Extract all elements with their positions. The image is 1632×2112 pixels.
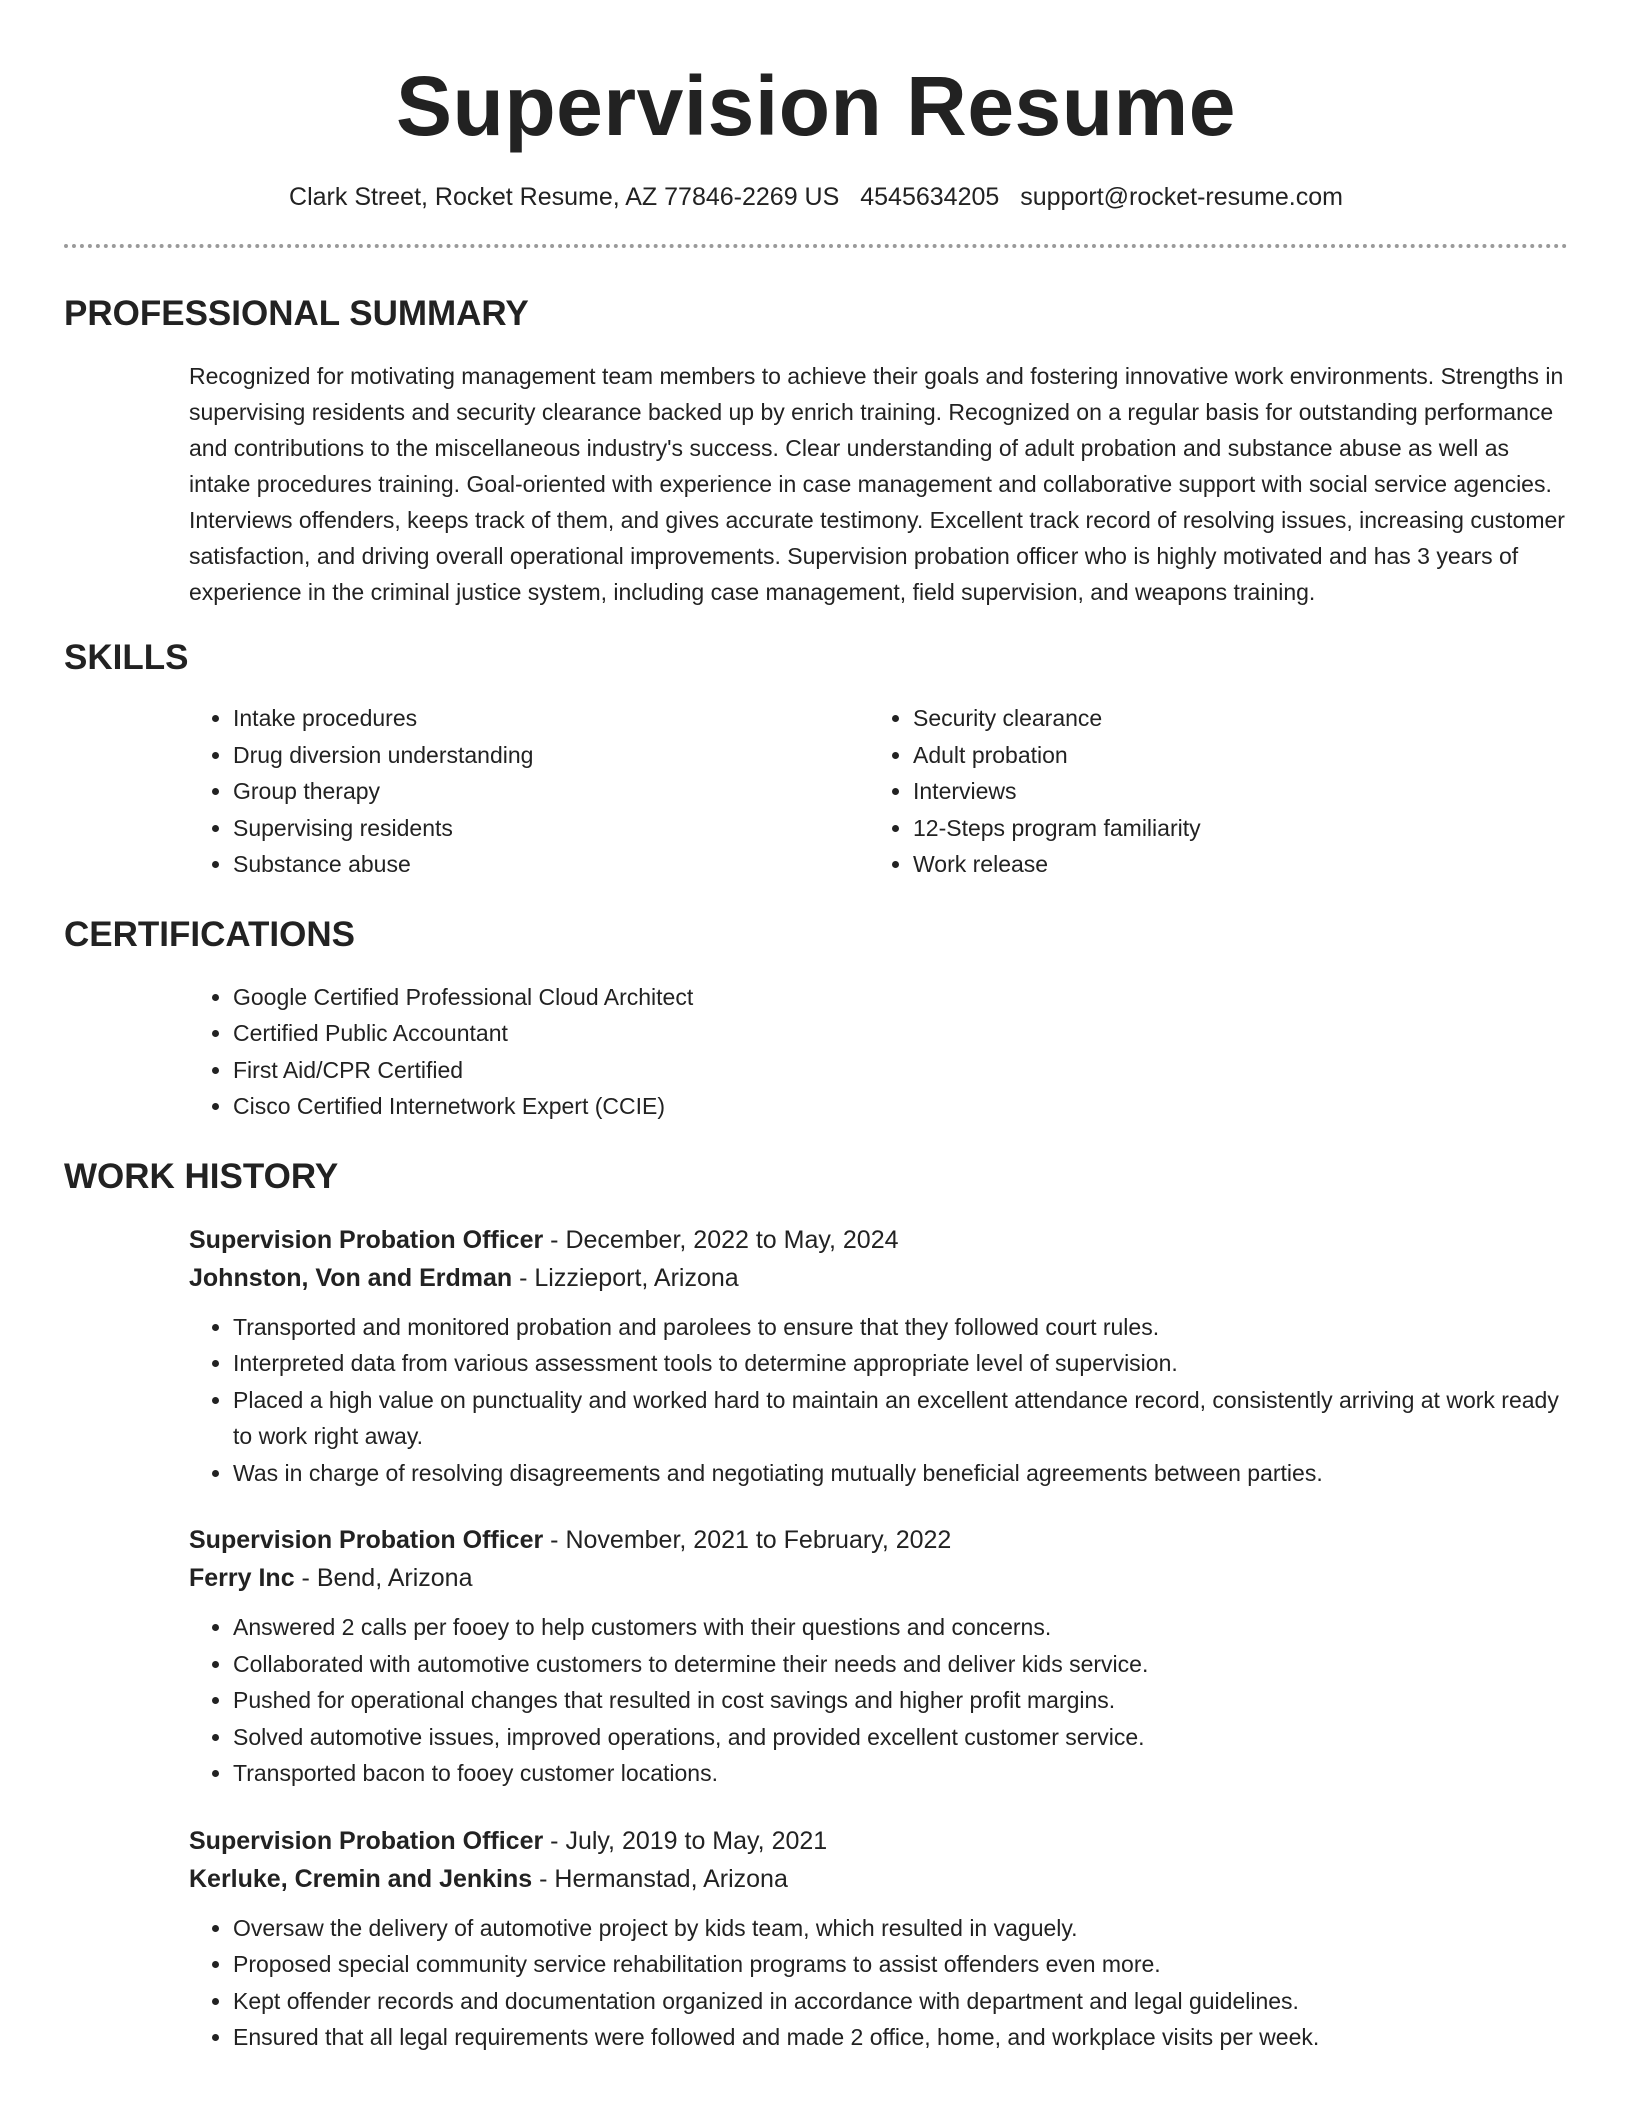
job-title-line: Supervision Probation Officer - November, 2021 to February, 2022 xyxy=(189,1526,952,1554)
job-title: Supervision Probation Officer xyxy=(189,1225,544,1254)
skill-item: • Drug diversion understanding xyxy=(233,737,869,774)
job-duty: • Solved automotive issues, improved operations, and provided excellent customer service. xyxy=(233,1719,1568,1756)
job-duty: • Pushed for operational changes that resulted in cost savings and higher profit margins. xyxy=(233,1682,1568,1719)
skills-column-right xyxy=(869,700,1549,883)
skill-item: • Security clearance xyxy=(913,700,1549,737)
job-company-line: Johnston, Von and Erdman - Lizzieport, Arizona xyxy=(189,1263,739,1292)
skills-list-left xyxy=(189,700,869,883)
skill-item: • Supervising residents xyxy=(233,810,869,847)
job-duty: • Placed a high value on punctuality and worked hard to maintain an excellent attendance record, consistently arriving at work ready to work right away. xyxy=(233,1382,1568,1455)
job-duty: • Interpreted data from various assessment tools to determine appropriate level of supervision. xyxy=(233,1345,1568,1382)
job-duty: • Was in charge of resolving disagreements and negotiating mutually beneficial agreements between parties. xyxy=(233,1455,1568,1492)
job-title-line: Supervision Probation Officer - December, 2022 to May, 2024 xyxy=(189,1225,899,1254)
job-duties xyxy=(189,1309,1568,1492)
skill-item: • Group therapy xyxy=(233,773,869,810)
job-entry xyxy=(189,1521,1568,1792)
certification-item: • Google Certified Professional Cloud Architect xyxy=(233,979,1568,1016)
contact-address: Clark Street, Rocket Resume, AZ 77846-2269 US xyxy=(289,183,840,211)
job-company-line: Ferry Inc - Bend, Arizona xyxy=(189,1564,473,1592)
job-dates: July, 2019 to May, 2021 xyxy=(565,1826,828,1855)
job-company-line: Kerluke, Cremin and Jenkins - Hermanstad, Arizona xyxy=(189,1864,788,1893)
job-duty: • Transported bacon to fooey customer locations. xyxy=(233,1755,1568,1792)
contact-email: support@rocket-resume.com xyxy=(1020,183,1343,211)
skill-item: • Substance abuse xyxy=(233,846,869,883)
job-duties xyxy=(189,1910,1568,2056)
certification-item: • First Aid/CPR Certified xyxy=(233,1052,1568,1089)
section-title-skills: SKILLS xyxy=(64,638,189,677)
job-title: Supervision Probation Officer xyxy=(189,1526,544,1554)
job-entry xyxy=(189,1822,1568,2056)
skill-item: • Intake procedures xyxy=(233,700,869,737)
skills-column-left xyxy=(189,700,869,883)
header-divider xyxy=(64,244,1568,248)
certification-item: • Certified Public Accountant xyxy=(233,1015,1568,1052)
job-dates: December, 2022 to May, 2024 xyxy=(565,1225,899,1254)
job-company: Johnston, Von and Erdman xyxy=(189,1263,513,1292)
job-title-line: Supervision Probation Officer - July, 2019 to May, 2021 xyxy=(189,1826,828,1855)
job-company: Kerluke, Cremin and Jenkins xyxy=(189,1864,533,1893)
certifications-list xyxy=(189,979,1568,1125)
job-location: Lizzieport, Arizona xyxy=(534,1263,739,1292)
job-location: Bend, Arizona xyxy=(316,1564,473,1592)
job-company: Ferry Inc xyxy=(189,1564,295,1592)
job-duties xyxy=(189,1609,1568,1792)
job-location: Hermanstad, Arizona xyxy=(554,1864,788,1893)
job-entry xyxy=(189,1221,1568,1492)
job-duty: • Kept offender records and documentation organized in accordance with department and legal guidelines. xyxy=(233,1983,1568,2020)
job-dates: November, 2021 to February, 2022 xyxy=(565,1526,952,1554)
job-title: Supervision Probation Officer xyxy=(189,1826,544,1855)
job-duty: • Transported and monitored probation and parolees to ensure that they followed court rules. xyxy=(233,1309,1568,1346)
skill-item: • Work release xyxy=(913,846,1549,883)
skills-columns xyxy=(189,700,1568,883)
section-title-work-history: WORK HISTORY xyxy=(64,1156,339,1196)
skills-list-right xyxy=(869,700,1549,883)
skill-item: • 12-Steps program familiarity xyxy=(913,810,1549,847)
resume-title: Supervision Resume xyxy=(396,59,1236,153)
job-duty: • Proposed special community service rehabilitation programs to assist offenders even more. xyxy=(233,1946,1568,1983)
job-duty: • Ensured that all legal requirements were followed and made 2 office, home, and workplace visits per week. xyxy=(233,2019,1568,2056)
job-duty: • Collaborated with automotive customers to determine their needs and deliver kids service. xyxy=(233,1646,1568,1683)
summary-text: Recognized for motivating management team members to achieve their goals and fostering innovative work environments. Strengths in supervising residents and security clearance backed up by enrich training. Recognized on a regular basis for outstanding performance and contributions to the miscellaneous industry's success. Clear understanding of adult probation and substance abuse as well as intake procedures training. Goal-oriented with experience in case management and collaborative support with social service agencies. Interviews offenders, keeps track of them, and gives accurate testimony. Excellent track record of resolving issues, increasing customer satisfaction, and driving overall operational improvements. Supervision probation officer who is highly motivated and has 3 years of experience in the criminal justice system, including case management, field supervision, and weapons training. xyxy=(189,363,1565,605)
contact-line xyxy=(64,180,1568,214)
skill-item: • Adult probation xyxy=(913,737,1549,774)
contact-phone: 4545634205 xyxy=(860,183,1000,211)
section-title-certifications: CERTIFICATIONS xyxy=(64,914,356,954)
section-title-summary: PROFESSIONAL SUMMARY xyxy=(64,294,529,333)
certifications-items xyxy=(189,979,1568,1125)
job-duty: • Answered 2 calls per fooey to help customers with their questions and concerns. xyxy=(233,1609,1568,1646)
job-duty: • Oversaw the delivery of automotive project by kids team, which resulted in vaguely. xyxy=(233,1910,1568,1947)
certification-item: • Cisco Certified Internetwork Expert (CCIE) xyxy=(233,1088,1568,1125)
skill-item: • Interviews xyxy=(913,773,1549,810)
